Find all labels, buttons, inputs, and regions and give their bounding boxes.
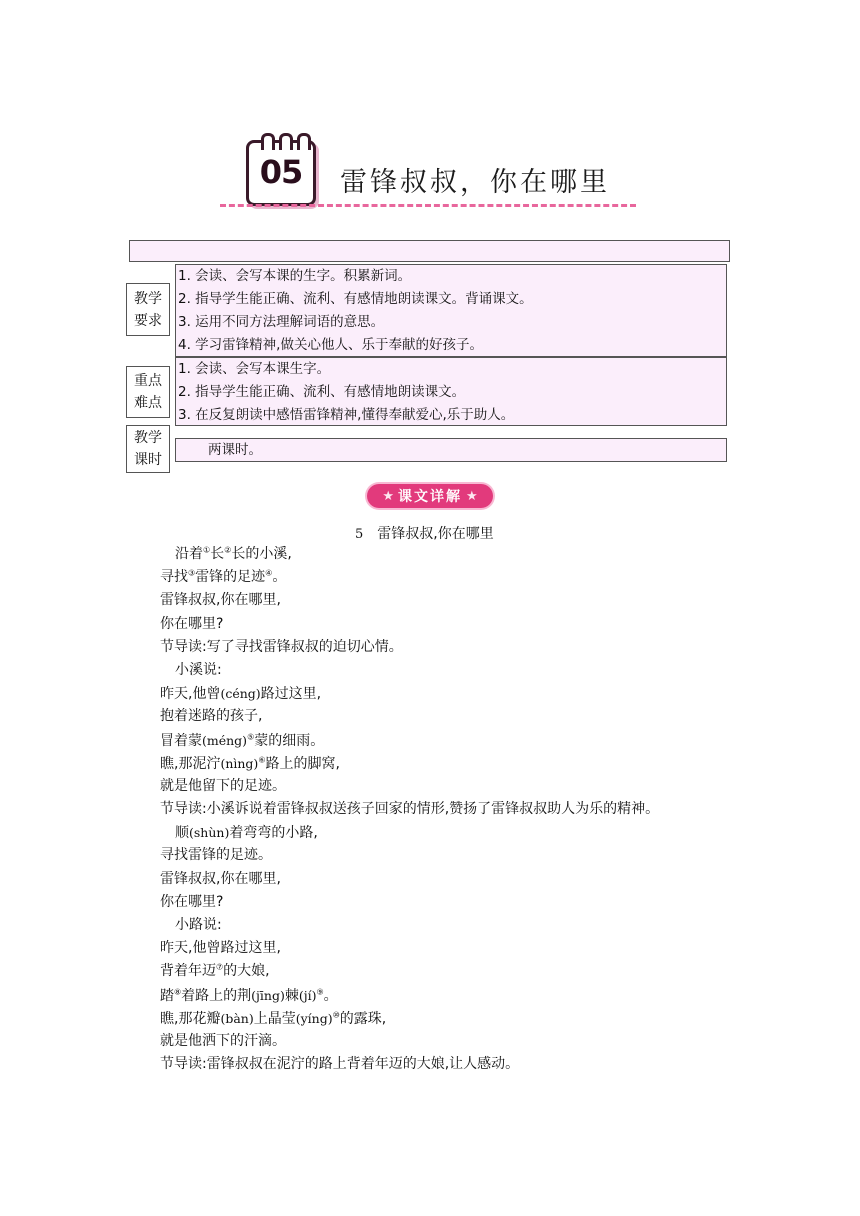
requirements-content [175,264,727,357]
text-line: 就是他留下的足迹。 [160,777,286,794]
list-item: 2. 指导学生能正确、流利、有感情地朗读课文。 [178,384,466,400]
text-line: 昨天,他曾路过这里, [160,940,281,957]
list-item: 3. 运用不同方法理解词语的意思。 [178,314,385,330]
list-item: 4. 学习雷锋精神,做关心他人、乐于奉献的好孩子。 [178,337,483,353]
text-line: 瞧,那泥泞(nìng)⑥路上的脚窝, [160,755,340,772]
text-line: 踏⑧着路上的荆(jīng)棘(jí)⑨。 [160,986,338,1004]
list-item: 2. 指导学生能正确、流利、有感情地朗读课文。背诵课文。 [178,291,533,307]
section-label-text: 课文详解 [398,489,462,505]
calendar-rings-icon [259,133,307,147]
text-line: 雷锋叔叔,你在哪里, [160,870,281,887]
text-line: 你在哪里? [160,615,224,632]
lesson-number: 05 [259,153,303,191]
text-line: 沿着①长②长的小溪, [175,545,292,562]
text-line: 你在哪里? [160,893,224,910]
difficulties-content [175,357,727,426]
text-line: 小溪说: [175,661,222,678]
label-line: 难点 [134,395,162,411]
text-line: 顺(shùn)着弯弯的小路, [175,825,318,842]
lesson-heading-number: 5 [355,527,364,542]
label-line: 教学 [134,430,162,446]
section-guide: 节导读:小溪诉说着雷锋叔叔送孩子回家的情形,赞扬了雷锋叔叔助人为乐的精神。 [160,801,660,818]
text-line: 抱着迷路的孩子, [160,708,263,725]
section-guide: 节导读:雷锋叔叔在泥泞的路上背着年迈的大娘,让人感动。 [160,1056,520,1073]
star-icon: ★ [382,488,394,504]
text-line: 雷锋叔叔,你在哪里, [160,592,281,609]
label-teaching-requirements [126,283,170,336]
table-header-bar [129,240,730,262]
section-label [367,484,493,508]
section-guide: 节导读:写了寻找雷锋叔叔的迫切心情。 [160,638,403,655]
lesson-body [160,543,780,1076]
label-line: 教学 [134,290,162,307]
lesson-number-badge [246,140,316,206]
list-item: 1. 会读、会写本课生字。 [178,361,331,377]
text-line: 瞧,那花瓣(bàn)上晶莹(yíng)⑩的露珠, [160,1010,387,1027]
label-line: 课时 [134,452,162,468]
page-title: 雷锋叔叔，你在哪里 [340,167,610,198]
list-item: 1. 会读、会写本课的生字。积累新词。 [178,268,412,284]
label-line: 要求 [134,312,162,329]
text-line: 小路说: [175,917,222,933]
text-line: 就是他洒下的汗滴。 [160,1032,286,1049]
label-line: 重点 [134,373,162,389]
title-divider [220,204,636,207]
text-line: 昨天,他曾(céng)路过这里, [160,686,322,703]
text-line: 背着年迈⑦的大娘, [160,962,270,980]
label-key-difficulties [126,366,170,418]
lesson-heading [355,523,494,543]
text-line: 寻找雷锋的足迹。 [160,847,272,864]
label-class-hours [126,425,170,473]
lesson-heading-title: 雷锋叔叔,你在哪里 [377,526,494,542]
list-item: 3. 在反复朗读中感悟雷锋精神,懂得奉献爱心,乐于助人。 [178,407,515,423]
text-line: 冒着蒙(méng)⑤蒙的细雨。 [160,731,325,749]
hours-content [175,438,727,462]
list-item: 两课时。 [208,442,262,458]
star-icon: ★ [466,488,478,504]
text-line: 寻找③雷锋的足迹④。 [160,568,287,586]
